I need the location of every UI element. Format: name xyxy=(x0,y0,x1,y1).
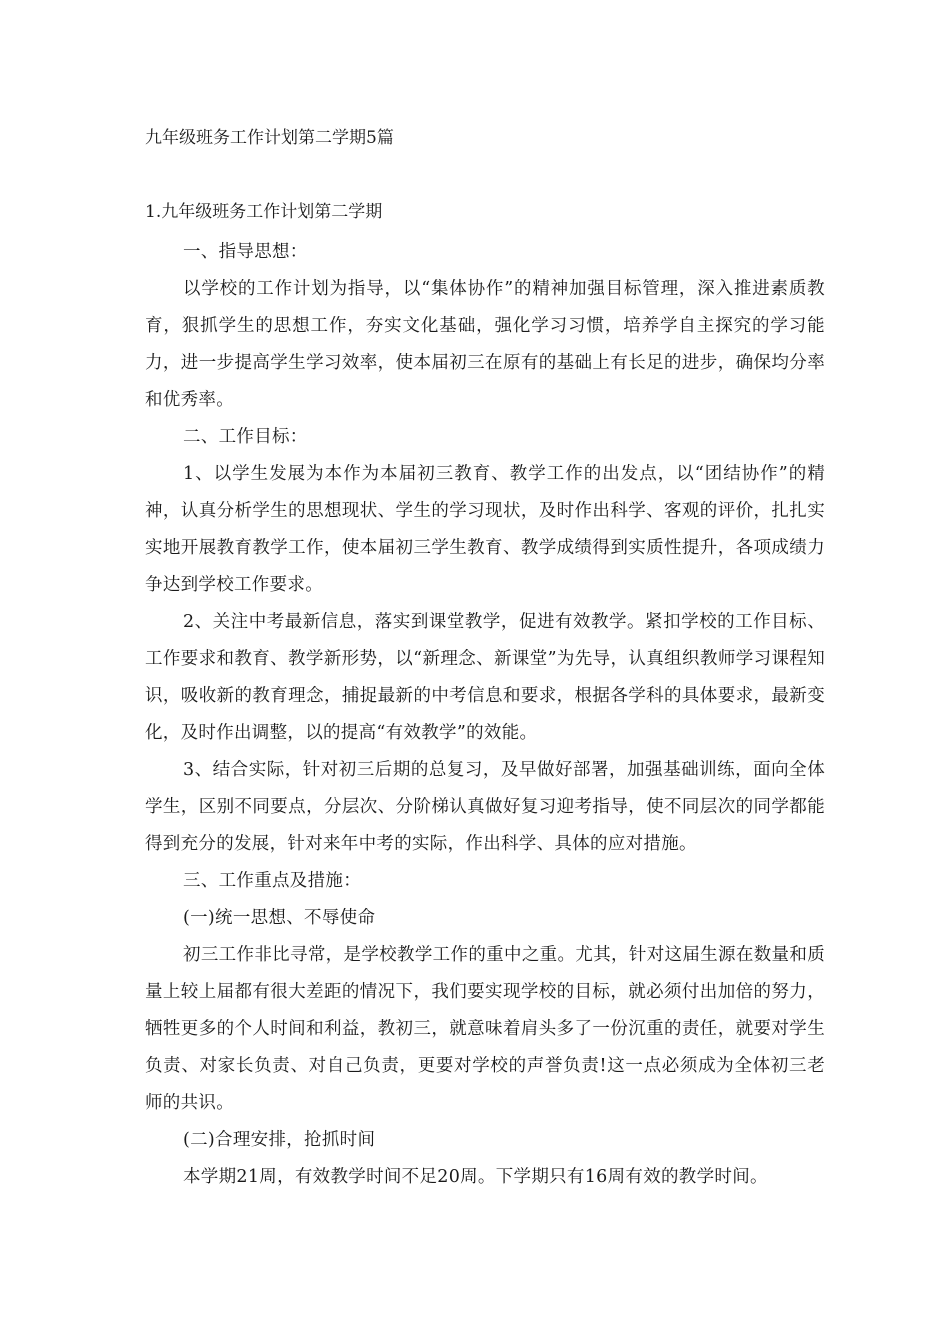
heading-key-measures: 三、工作重点及措施： xyxy=(183,871,361,891)
paragraph: 1、以学生发展为本作为本届初三教育、教学工作的出发点，以“团结协作”的精神，认真分析学生的思想现状、学生的学习现状，及时作出科学、客观的评价，扎扎实实地开展教育教学工作，使本届初三学生教育、教学成绩得到实质性提升，各项成绩力争达到学校工作要求。 xyxy=(145,464,825,595)
heading-work-goals: 二、工作目标： xyxy=(183,427,308,447)
subheading-unify-thinking: (一)统一思想、不辱使命 xyxy=(183,908,376,928)
paragraph: 2、关注中考最新信息，落实到课堂教学，促进有效教学。紧扣学校的工作目标、工作要求和教育、教学新形势，以“新理念、新课堂”为先导，认真组织教师学习课程知识，吸收新的教育理念，捕捉最新的中考信息和要求，根据各学科的具体要求，最新变化，及时作出调整，以的提高“有效教学”的效能。 xyxy=(145,612,825,743)
heading-guiding-thought: 一、指导思想： xyxy=(183,242,308,262)
document-title: 九年级班务工作计划第二学期5篇 xyxy=(145,128,394,148)
paragraph: 3、结合实际，针对初三后期的总复习，及早做好部署，加强基础训练，面向全体学生，区别不同要点，分层次、分阶梯认真做好复习迎考指导，使不同层次的同学都能得到充分的发展，针对来年中考的实际，作出科学、具体的应对措施。 xyxy=(145,760,825,854)
paragraph: 以学校的工作计划为指导，以“集体协作”的精神加强目标管理，深入推进素质教育，狠抓学生的思想工作，夯实文化基础，强化学习习惯，培养学自主探究的学习能力，进一步提高学生学习效率，使本届初三在原有的基础上有长足的进步，确保均分率和优秀率。 xyxy=(145,279,825,410)
paragraph: 初三工作非比寻常，是学校教学工作的重中之重。尤其，针对这届生源在数量和质量上较上届都有很大差距的情况下，我们要实现学校的目标，就必须付出加倍的努力，牺牲更多的个人时间和利益，教初三，就意味着肩头多了一份沉重的责任，就要对学生负责、对家长负责、对自己负责，更要对学校的声誉负责!这一点必须成为全体初三老师的共识。 xyxy=(145,945,825,1113)
paragraph: 本学期21周，有效教学时间不足20周。下学期只有16周有效的教学时间。 xyxy=(183,1167,768,1187)
section-title: 1.九年级班务工作计划第二学期 xyxy=(145,202,383,222)
document-body xyxy=(145,234,825,1196)
subheading-arrange-time: (二)合理安排，抢抓时间 xyxy=(183,1130,376,1150)
